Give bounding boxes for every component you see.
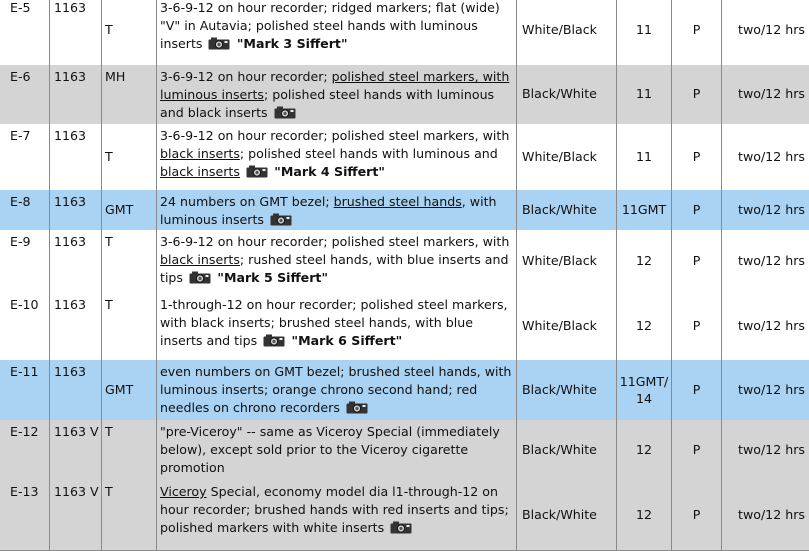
table-row: [0, 65, 809, 125]
description-text: 1-through-12 on hour recorder; polished steel markers, with black inserts; brushed steel hands, with blue inserts and tips: [160, 297, 508, 349]
camera-icon[interactable]: [346, 401, 368, 414]
p-cell: P: [672, 230, 722, 293]
caliber-cell: 1163 V: [50, 420, 102, 480]
caliber-cell: 1163: [50, 360, 102, 420]
production-run-cell: two/12 hrs: [738, 201, 805, 217]
camera-icon[interactable]: [270, 213, 292, 226]
type-cell: MH: [102, 65, 157, 124]
p-cell: P: [672, 480, 722, 550]
p-cell: P: [672, 0, 722, 65]
reference-cell: 11GMT: [617, 190, 672, 230]
reference-cell: 12: [617, 230, 672, 293]
table-row: [0, 190, 809, 231]
caliber-cell: 1163: [50, 0, 102, 65]
dial-color-cell: Black/White: [517, 360, 617, 420]
table-row: [0, 360, 809, 421]
dial-color-cell: White/Black: [517, 230, 617, 293]
p-cell: P: [672, 190, 722, 230]
caliber-cell: 1163: [50, 124, 102, 190]
dial-color-cell: White/Black: [517, 293, 617, 360]
production-run-cell: two/12 hrs: [738, 506, 805, 522]
nickname-text: "Mark 6 Siffert": [287, 333, 403, 349]
type-cell: GMT: [102, 360, 157, 420]
description-link[interactable]: black inserts: [160, 146, 240, 162]
type-cell: T: [102, 480, 157, 550]
reference-cell: 11: [617, 124, 672, 190]
variant-id-cell: E-5: [0, 0, 50, 65]
description-text: 24 numbers on GMT bezel;: [160, 194, 334, 209]
description-cell: [157, 420, 517, 480]
caliber-cell: 1163: [50, 190, 102, 230]
dial-color-cell: White/Black: [517, 124, 617, 190]
type-cell: T: [102, 230, 157, 293]
variant-id-cell: E-13: [0, 480, 50, 550]
variant-id-cell: E-10: [0, 293, 50, 360]
camera-icon[interactable]: [274, 106, 296, 119]
production-run-cell: two/12 hrs: [738, 441, 805, 457]
table-row: [0, 230, 809, 294]
dial-color-cell: Black/White: [517, 480, 617, 550]
p-cell: P: [672, 420, 722, 480]
caliber-cell: 1163: [50, 65, 102, 124]
production-run-cell: two/12 hrs: [738, 318, 805, 334]
nickname-text: "Mark 3 Siffert": [232, 36, 348, 52]
caliber-cell: 1163: [50, 293, 102, 360]
p-cell: P: [672, 293, 722, 360]
dial-color-cell: Black/White: [517, 190, 617, 230]
description-text: 3-6-9-12 on hour recorder;: [160, 69, 332, 84]
description-cell: [157, 0, 517, 65]
description-text: , with luminous inserts: [160, 194, 497, 228]
reference-cell: 12: [617, 420, 672, 480]
description-cell: [157, 124, 517, 190]
camera-icon[interactable]: [390, 521, 412, 534]
variant-id-cell: E-7: [0, 124, 50, 190]
camera-icon[interactable]: [208, 37, 230, 50]
description-cell: [157, 293, 517, 360]
variant-id-cell: E-12: [0, 420, 50, 480]
camera-icon[interactable]: [263, 334, 285, 347]
table-row: [0, 0, 809, 66]
reference-cell: 11: [617, 65, 672, 124]
camera-icon[interactable]: [189, 271, 211, 284]
dial-color-cell: Black/White: [517, 420, 617, 480]
description-link[interactable]: Viceroy: [160, 484, 207, 499]
camera-icon[interactable]: [246, 165, 268, 178]
description-link[interactable]: black inserts: [160, 164, 240, 180]
dial-color-cell: Black/White: [517, 65, 617, 124]
production-run-cell: two/12 hrs: [738, 148, 805, 164]
description-link[interactable]: polished steel markers, with luminous inserts: [160, 69, 510, 103]
nickname-text: "Mark 4 Siffert": [269, 164, 385, 180]
type-cell: T: [102, 293, 157, 360]
description-cell: [157, 480, 517, 550]
description-text: even numbers on GMT bezel; brushed steel hands, with luminous inserts; orange chrono second hand; red needles on chrono recorders: [160, 364, 512, 416]
description-text: ; polished steel hands with luminous and: [239, 146, 498, 162]
reference-cell: 11: [617, 0, 672, 65]
dial-color-cell: White/Black: [517, 0, 617, 65]
description-text: 3-6-9-12 on hour recorder; polished steel markers, with: [160, 234, 510, 249]
p-cell: P: [672, 124, 722, 190]
reference-cell: 12: [617, 480, 672, 550]
description-cell: [157, 190, 517, 230]
variant-id-cell: E-6: [0, 65, 50, 124]
production-run-cell: two/12 hrs: [738, 253, 805, 269]
table-row: [0, 420, 809, 481]
production-run-cell: two/12 hrs: [738, 22, 805, 38]
description-cell: [157, 230, 517, 293]
reference-cell: 12: [617, 293, 672, 360]
description-cell: [157, 360, 517, 420]
description-link[interactable]: brushed steel hands: [333, 194, 462, 209]
description-text: [240, 164, 244, 179]
description-text: Special, economy model dia l1-through-12 on hour recorder; brushed hands with red inserts and tips; polished markers with white inserts: [160, 484, 509, 536]
type-cell: T: [102, 124, 157, 190]
type-cell: GMT: [102, 190, 157, 230]
variant-id-cell: E-9: [0, 230, 50, 293]
description-link[interactable]: black inserts: [160, 252, 240, 268]
description-text: 3-6-9-12 on hour recorder; ridged markers; flat (wide) "V" in Autavia; polished steel hands with luminous inserts: [160, 0, 500, 52]
caliber-cell: 1163 V: [50, 480, 102, 550]
description-text: "pre-Viceroy" -- same as Viceroy Special (immediately below), except sold prior to the Viceroy cigarette promotion: [160, 424, 500, 476]
table-row: [0, 124, 809, 191]
production-run-cell: two/12 hrs: [738, 86, 805, 102]
p-cell: P: [672, 360, 722, 420]
description-cell: [157, 65, 517, 124]
description-text: ; rushed steel hands, with blue inserts and tips: [160, 252, 509, 286]
reference-cell: 11GMT/ 14: [617, 360, 672, 420]
type-cell: T: [102, 0, 157, 65]
description-text: 3-6-9-12 on hour recorder; polished steel markers, with: [160, 128, 510, 143]
nickname-text: "Mark 5 Siffert": [213, 270, 329, 286]
description-text: ; polished steel hands with luminous and black inserts: [160, 87, 495, 121]
table-row: [0, 293, 809, 362]
variant-id-cell: E-8: [0, 190, 50, 230]
table-row: [0, 480, 809, 551]
variant-id-cell: E-11: [0, 360, 50, 420]
production-run-cell: two/12 hrs: [738, 381, 805, 397]
type-cell: T: [102, 420, 157, 480]
caliber-cell: 1163: [50, 230, 102, 293]
p-cell: P: [672, 65, 722, 124]
